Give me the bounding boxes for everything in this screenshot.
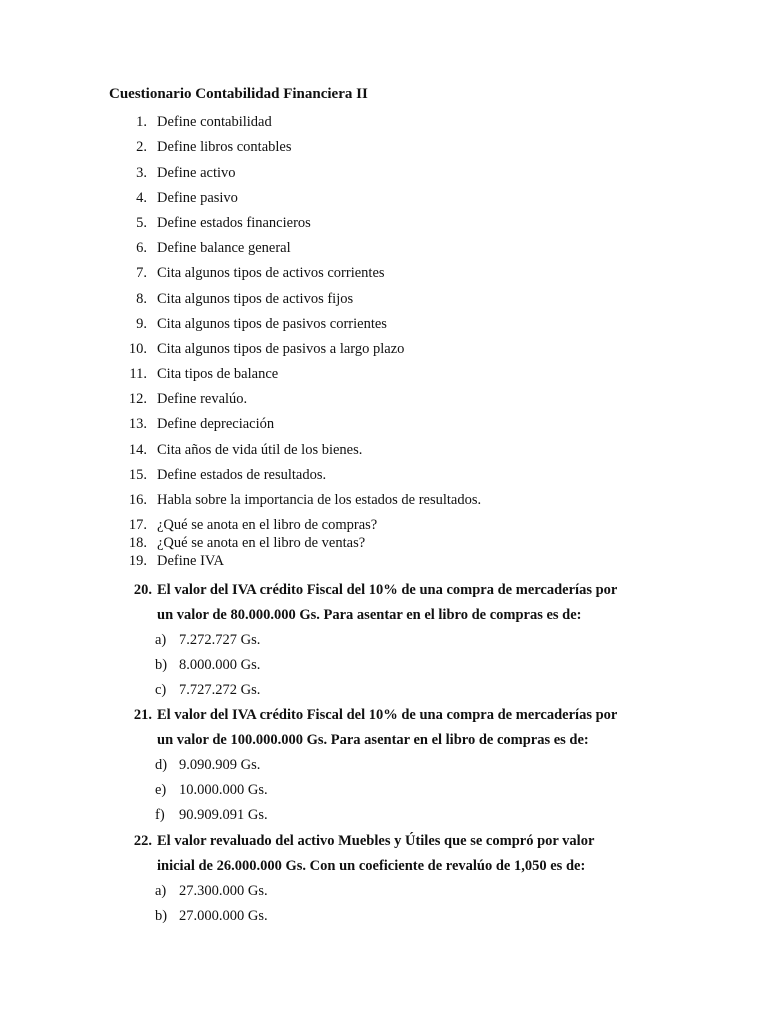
item-number: 11.	[129, 366, 147, 382]
option-text: 9.090.909 Gs.	[179, 757, 261, 773]
question-text: El valor del IVA crédito Fiscal del 10% de una compra de mercaderías por	[157, 707, 618, 723]
question-text: El valor revaluado del activo Muebles y Útiles que se compró por valor	[157, 833, 595, 849]
item-text: Define estados de resultados.	[157, 467, 327, 483]
item-number: 13.	[128, 416, 147, 432]
option-text: 8.000.000 Gs.	[179, 657, 261, 673]
option-letter: f)	[155, 807, 165, 823]
question-text: un valor de 100.000.000 Gs. Para asentar en el libro de compras es de:	[157, 732, 589, 748]
item-text: Habla sobre la importancia de los estados de resultados.	[157, 492, 482, 508]
page-title: Cuestionario Contabilidad Financiera II	[109, 86, 368, 102]
option-letter: b)	[155, 657, 168, 673]
option-letter: b)	[155, 908, 168, 924]
question-text: El valor del IVA crédito Fiscal del 10% de una compra de mercaderías por	[157, 582, 618, 598]
option-letter: d)	[155, 757, 168, 773]
item-text: Define IVA	[157, 553, 224, 569]
item-number: 15.	[128, 467, 147, 483]
item-text: Cita algunos tipos de pasivos corrientes	[157, 316, 387, 332]
item-text: Define balance general	[157, 240, 291, 256]
item-text: Define depreciación	[157, 416, 275, 432]
question-number: 20.	[133, 582, 152, 598]
option-letter: e)	[155, 782, 167, 798]
item-number: 16.	[128, 492, 147, 508]
option-letter: a)	[155, 632, 167, 648]
question-text: inicial de 26.000.000 Gs. Con un coeficiente de revalúo de 1,050 es de:	[157, 858, 586, 874]
item-text: Define contabilidad	[157, 114, 272, 130]
item-number: 9.	[136, 316, 147, 332]
item-text: Define estados financieros	[157, 215, 311, 231]
option-text: 10.000.000 Gs.	[179, 782, 268, 798]
item-number: 14.	[128, 442, 147, 458]
item-text: Define activo	[157, 165, 236, 181]
item-number: 8.	[136, 291, 147, 307]
option-text: 27.000.000 Gs.	[179, 908, 268, 924]
item-number: 12.	[128, 391, 147, 407]
item-number: 1.	[136, 114, 147, 130]
item-text: ¿Qué se anota en el libro de ventas?	[157, 535, 366, 551]
item-text: Cita años de vida útil de los bienes.	[157, 442, 363, 458]
option-letter: c)	[155, 682, 167, 698]
option-text: 90.909.091 Gs.	[179, 807, 268, 823]
question-text: un valor de 80.000.000 Gs. Para asentar en el libro de compras es de:	[157, 607, 582, 623]
item-text: Cita algunos tipos de activos corrientes	[157, 265, 385, 281]
item-text: Define revalúo.	[157, 391, 248, 407]
item-number: 17.	[128, 517, 147, 533]
item-text: ¿Qué se anota en el libro de compras?	[157, 517, 378, 533]
item-number: 18.	[128, 535, 147, 551]
item-number: 7.	[136, 265, 147, 281]
item-number: 6.	[136, 240, 147, 256]
item-text: Cita algunos tipos de pasivos a largo plazo	[157, 341, 405, 357]
item-text: Define pasivo	[157, 190, 238, 206]
option-text: 7.727.272 Gs.	[179, 682, 261, 698]
item-text: Define libros contables	[157, 139, 292, 155]
option-letter: a)	[155, 883, 167, 899]
item-number: 2.	[136, 139, 147, 155]
item-number: 3.	[136, 165, 147, 181]
question-number: 22.	[133, 833, 152, 849]
item-number: 4.	[136, 190, 147, 206]
item-text: Cita tipos de balance	[157, 366, 279, 382]
item-number: 19.	[128, 553, 147, 569]
item-number: 5.	[136, 215, 147, 231]
item-text: Cita algunos tipos de activos fijos	[157, 291, 354, 307]
option-text: 7.272.727 Gs.	[179, 632, 261, 648]
item-number: 10.	[128, 341, 147, 357]
question-number: 21.	[133, 707, 152, 723]
option-text: 27.300.000 Gs.	[179, 883, 268, 899]
